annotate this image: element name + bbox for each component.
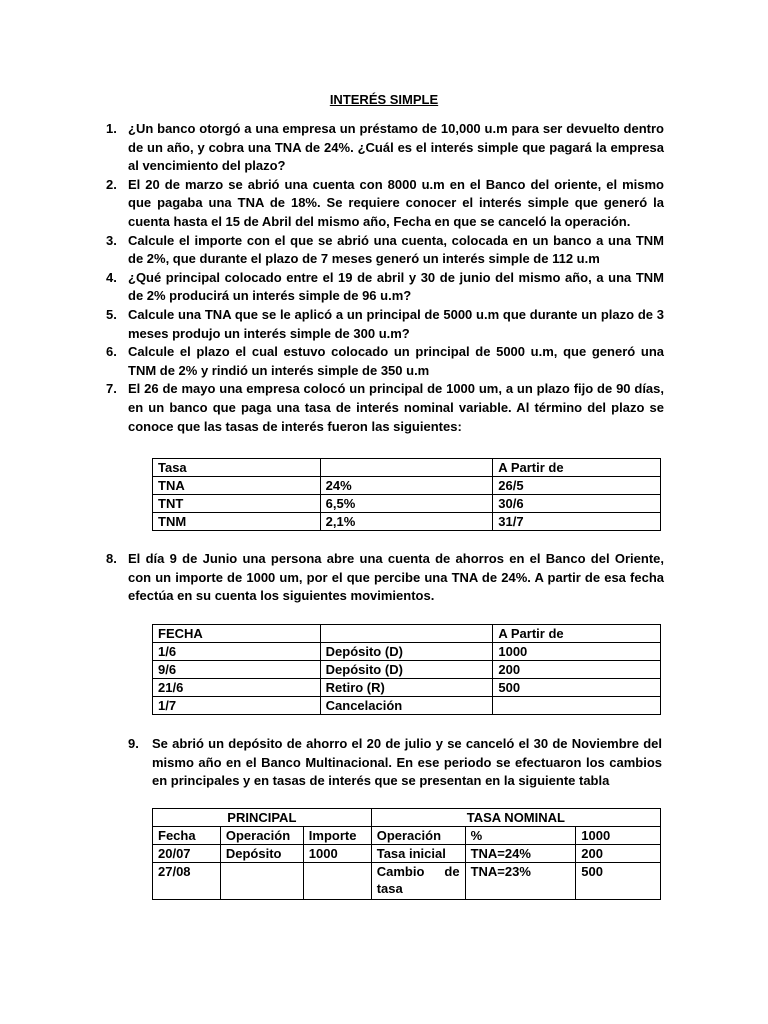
question-9	[128, 735, 662, 791]
page-title: INTERÉS SIMPLE	[329, 92, 439, 107]
table-cell: 1000	[576, 827, 661, 845]
table-cell: Retiro (R)	[320, 679, 493, 697]
table-cell: FECHA	[153, 625, 321, 643]
table-cell: 26/5	[493, 477, 661, 495]
question-7	[106, 380, 664, 436]
question-list	[106, 120, 664, 436]
question-text: El 20 de marzo se abrió una cuenta con 8000 u.m en el Banco del oriente, el mismo que pagaba una TNA de 18%. Se requiere conocer el interés simple que generó la cuenta hasta el 15 de Abril del mismo año, Fecha en que se canceló la operación.	[128, 176, 664, 229]
table-cell	[320, 459, 493, 477]
table-cell: Tasa	[153, 459, 321, 477]
question-5	[106, 306, 664, 343]
table-cell: 1000	[493, 643, 661, 661]
question-text: ¿Qué principal colocado entre el 19 de abril y 30 de junio del mismo año, a una TNM de 2% producirá un interés simple de 96 u.m?	[128, 269, 664, 304]
question-number: 5.	[106, 306, 117, 322]
table-cell	[303, 863, 371, 900]
table-cell: 200	[493, 661, 661, 679]
table-cell: Depósito (D)	[320, 661, 493, 679]
table-cell: Fecha	[153, 827, 221, 845]
table-cell: Operación	[220, 827, 303, 845]
table-cell	[220, 863, 303, 900]
table-row	[153, 477, 661, 495]
table-cell: Depósito	[220, 845, 303, 863]
table-cell: Operación	[371, 827, 465, 845]
question-number: 8.	[106, 551, 117, 566]
question-4	[106, 269, 664, 306]
table-cell: A Partir de	[493, 459, 661, 477]
table-row	[153, 495, 661, 513]
table-cell: 27/08	[153, 863, 221, 900]
cambio-de-line	[377, 863, 460, 880]
question-text: El 26 de mayo una empresa colocó un principal de 1000 um, a un plazo fijo de 90 días, en un banco que paga una tasa de interés nominal variable. Al término del plazo se conoce que las tasas de interés fueron las siguientes:	[128, 381, 664, 434]
table-cell: 200	[576, 845, 661, 863]
table-cell: Importe	[303, 827, 371, 845]
group-tasa-nominal: TASA NOMINAL	[371, 809, 660, 827]
question-text: Se abrió un depósito de ahorro el 20 de julio y se canceló el 30 de Noviembre del mismo año en el Banco Multinacional. En ese periodo se efectuaron los cambios en principales y en tasas de interés que se presentan en la siguiente tabla	[152, 736, 662, 789]
table-cell	[320, 625, 493, 643]
table-cell: %	[465, 827, 576, 845]
table-row	[153, 697, 661, 715]
table-cell: 500	[576, 863, 661, 900]
table-cell: 9/6	[153, 661, 321, 679]
table-cell: 1/7	[153, 697, 321, 715]
table-cell: 2,1%	[320, 513, 493, 531]
table-cell: TNA=24%	[465, 845, 576, 863]
cell-word: Cambio	[376, 864, 425, 879]
table-header-row	[153, 827, 661, 845]
cell-word: tasa	[376, 881, 403, 896]
question-1	[106, 120, 664, 176]
table-cell: 31/7	[493, 513, 661, 531]
cell-word: de	[444, 864, 460, 879]
question-number: 3.	[106, 232, 117, 248]
rates-table	[152, 458, 661, 531]
table-row	[153, 661, 661, 679]
table-cell: 1000	[303, 845, 371, 863]
question-number: 7.	[106, 381, 117, 397]
table-cell: A Partir de	[493, 625, 661, 643]
table-group-row	[153, 809, 661, 827]
table-cell	[493, 697, 661, 715]
table-cell: TNA=23%	[465, 863, 576, 900]
question-text: Calcule el importe con el que se abrió una cuenta, colocada en un banco a una TNM de 2%, que durante el plazo de 7 meses generó un interés simple de 112 u.m	[128, 232, 664, 267]
table-cell: 30/6	[493, 495, 661, 513]
question-number: 1.	[106, 121, 117, 136]
question-text: Calcule el plazo el cual estuvo colocado un principal de 5000 u.m, que generó una TNM de 2% y rindió un interés simple de 350 u.m	[128, 344, 664, 378]
movements-table	[152, 624, 661, 715]
table-cell: TNT	[153, 495, 321, 513]
table-cell: 6,5%	[320, 495, 493, 513]
table-row	[153, 513, 661, 531]
table-row	[153, 679, 661, 697]
question-3	[106, 232, 664, 269]
table-cell: 24%	[320, 477, 493, 495]
table-row	[153, 643, 661, 661]
question-number: 9.	[128, 736, 139, 751]
table-cell: 1/6	[153, 643, 321, 661]
table-header-row	[153, 459, 661, 477]
table-cell: Cancelación	[320, 697, 493, 715]
question-number: 6.	[106, 344, 117, 360]
question-8	[106, 550, 664, 606]
table-cell: 21/6	[153, 679, 321, 697]
question-2	[106, 176, 664, 232]
question-number: 4.	[106, 269, 117, 285]
table-cell: TNA	[153, 477, 321, 495]
question-6	[106, 343, 664, 380]
table-cell: Depósito (D)	[320, 643, 493, 661]
question-text: El día 9 de Junio una persona abre una cuenta de ahorros en el Banco del Oriente, con un importe de 1000 um, por el que percibe una TNA de 24%. A partir de esa fecha efectúa en su cuenta los siguientes movimientos.	[128, 551, 664, 604]
question-text: ¿Un banco otorgó a una empresa un préstamo de 10,000 u.m para ser devuelto dentro de un año, y cobra una TNA de 24%. ¿Cuál es el interés simple que pagará la empresa al vencimiento del plazo?	[128, 121, 664, 174]
table-row	[153, 863, 661, 900]
table-cell: TNM	[153, 513, 321, 531]
table-header-row	[153, 625, 661, 643]
question-text: Calcule una TNA que se le aplicó a un principal de 5000 u.m que durante un plazo de 3 meses produjo un interés simple de 300 u.m?	[128, 306, 664, 341]
group-principal: PRINCIPAL	[153, 809, 372, 827]
table-row	[153, 845, 661, 863]
table-cell: 20/07	[153, 845, 221, 863]
table-cell: Tasa inicial	[371, 845, 465, 863]
question-number: 2.	[106, 176, 117, 192]
principal-rates-table	[152, 808, 661, 900]
table-cell: 500	[493, 679, 661, 697]
table-cell	[371, 863, 465, 900]
